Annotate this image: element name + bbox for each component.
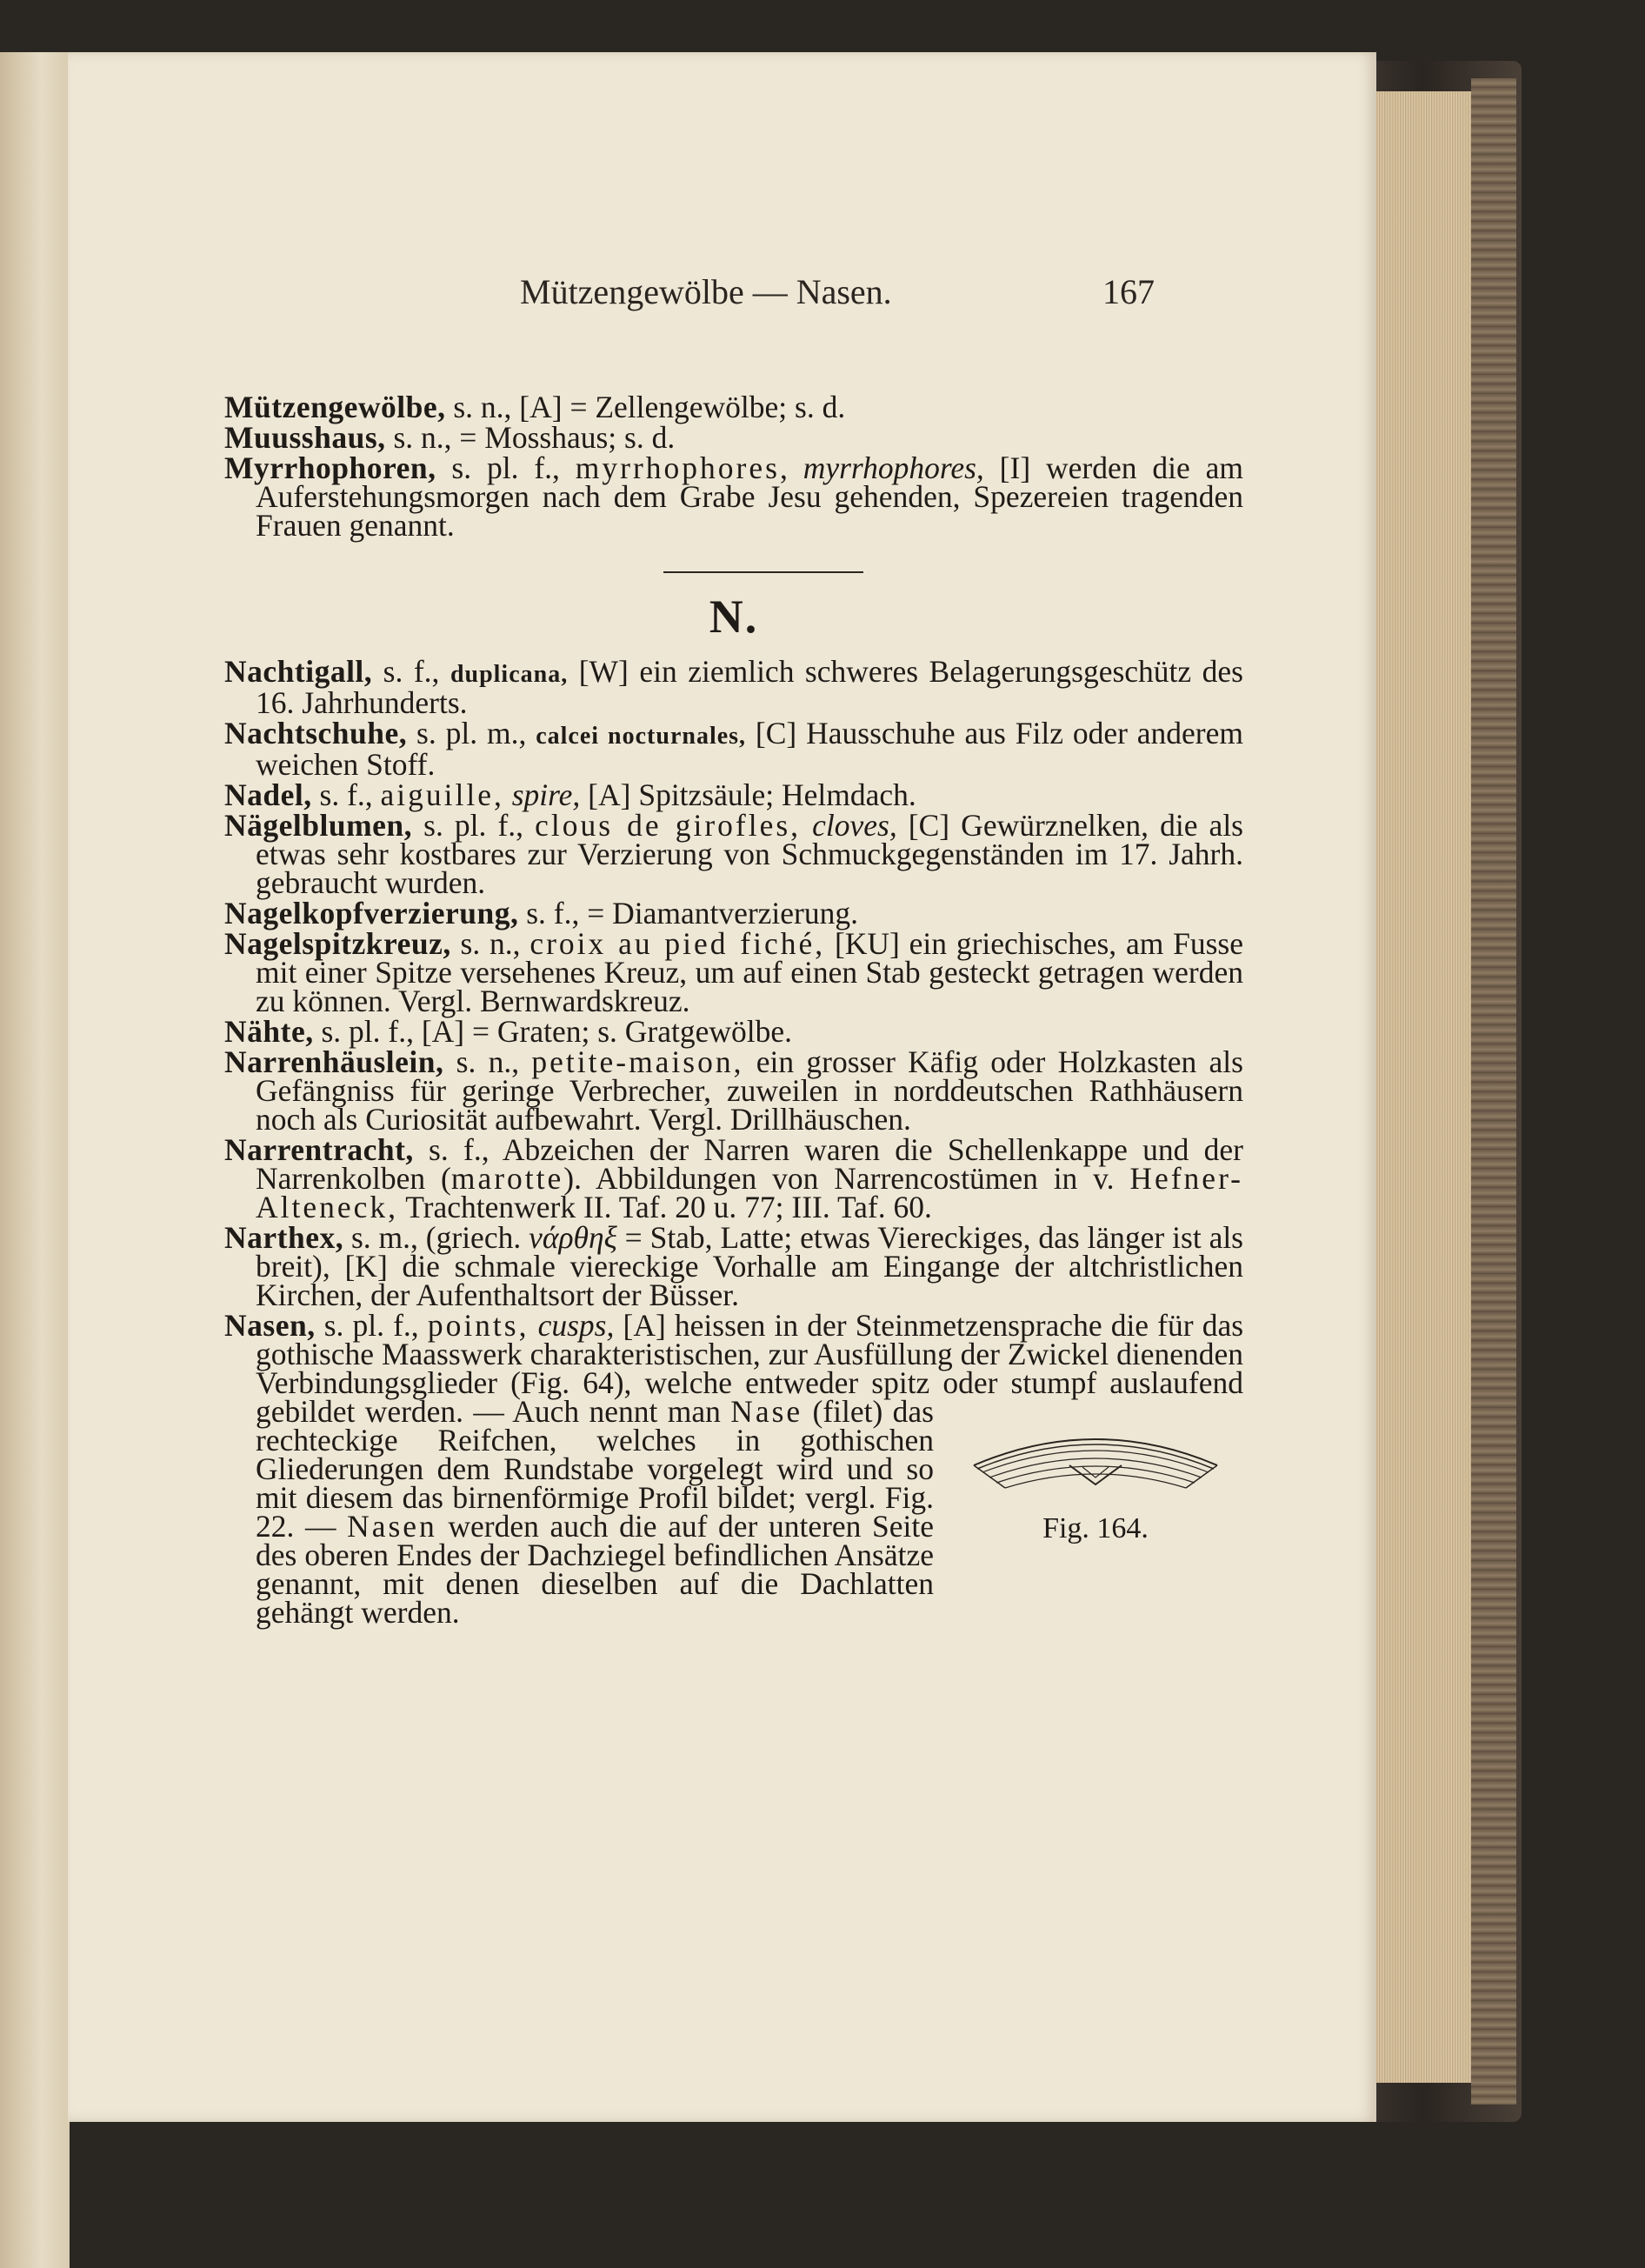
entry-headword: Nägelblumen, <box>224 808 413 843</box>
entry-text: s. f., Abzeichen der Narren waren die Schellenkappe und der Narrenkolben ( <box>256 1132 1243 1196</box>
entry-headword: Mützengewölbe, <box>224 390 446 424</box>
dictionary-entry <box>224 926 1243 1018</box>
entry-text: werden auch die auf der unteren Seite des oberen Endes der Dachziegel befindlichen Ansätze genannt, mit denen dieselben auf die Dachlatten gehängt werden. <box>256 1509 934 1630</box>
entry-headword: Narthex, <box>224 1220 344 1255</box>
entry-headword: Nasen, <box>224 1308 316 1343</box>
entry-english-term: cloves, <box>812 808 897 843</box>
dictionary-entry <box>224 1014 1243 1049</box>
entry-headword: Nachtigall, <box>224 654 373 689</box>
figure-164 <box>948 1404 1243 1578</box>
entry-headword: Nagelspitzkreuz, <box>224 926 451 961</box>
entry-latin-term: duplicana, <box>450 661 569 688</box>
entry-text: s. f., = Diamantverzierung. <box>518 896 859 931</box>
entry-text: [KU] ein griechisches, am Fusse mit einer Spitze versehenes Kreuz, um auf einen Stab gesteckt getragen werden zu können. Vergl. Bernwardskreuz. <box>256 926 1243 1018</box>
entry-headword: Nähte, <box>224 1014 314 1049</box>
page-body <box>224 390 1244 1630</box>
entry-text: (filet) das rechteckige Reifchen, welches in gothischen Gliederungen dem Rundstabe vorgelegt wird und so mit diesem das birnenförmige Profil bildet; vergl. Fig. 22. — <box>256 1394 934 1544</box>
entry-french-term: points, <box>427 1308 529 1343</box>
entry-text: s. pl. m., <box>407 716 536 750</box>
entry-text: [I] werden die am Auferstehungsmorgen nach dem Grabe Jesu gehenden, Spezereien tragenden Frauen genannt. <box>256 450 1244 543</box>
dictionary-entry <box>224 808 1243 900</box>
entry-text: s. m., (griech. <box>343 1220 529 1255</box>
dictionary-entry <box>224 420 1243 455</box>
dictionary-entry <box>224 1044 1243 1137</box>
entry-text: s. pl. f., <box>412 808 536 843</box>
entry-text: s. n., <box>450 926 530 961</box>
dictionary-entry <box>224 896 1243 931</box>
dictionary-entry <box>224 777 1243 812</box>
dictionary-entry <box>224 654 1243 720</box>
entry-text: [A] Spitzsäule; Helmdach. <box>580 777 916 812</box>
entry-author-name: Hefner-Alteneck, <box>256 1161 1243 1224</box>
entry-french-term: marotte <box>450 1161 564 1196</box>
entry-english-term: myrrhophores, <box>803 450 984 485</box>
entry-text: ). Abbildungen von Narrencostümen in v. <box>563 1161 1130 1196</box>
entry-text: s. n., [A] = Zellengewölbe; s. d. <box>445 390 846 424</box>
entry-text: = Stab, Latte; etwas Viereckiges, das länger ist als breit), [K] die schmale viereckige Vorhalle am Eingange der altchristlichen Kirchen, der Aufenthaltsort der Büsser. <box>256 1220 1244 1312</box>
cusp-profile-illustration <box>965 1404 1226 1509</box>
entry-french-term: myrrhophores <box>575 450 780 485</box>
entry-french-term: clous de girofles, <box>535 808 802 843</box>
entry-text: , <box>779 450 803 485</box>
entry-text: s. pl. f., <box>436 450 576 485</box>
entry-headword: Nadel, <box>224 777 312 812</box>
entry-term-nasen: Nasen <box>347 1509 437 1544</box>
entry-text: s. pl. f., [A] = Graten; s. Gratgewölbe. <box>313 1014 792 1049</box>
entry-english-term: spire, <box>511 777 581 812</box>
entry-headword: Myrrhophoren, <box>224 450 436 485</box>
entry-term-nase: Nase <box>730 1394 803 1429</box>
entry-headword: Muusshaus, <box>224 420 386 455</box>
entry-french-term: petite-maison, <box>531 1044 744 1079</box>
entry-text: s. f., <box>311 777 381 812</box>
entry-headword: Nagelkopfverzierung, <box>224 896 519 931</box>
entry-text: [A] heissen in der Steinmetzensprache die für das gothische Maasswerk charakteristischen, zur Ausfüllung der Zwickel dienenden Verbindungsglieder (Fig. 64), welche entweder spitz oder stumpf auslaufend gebildet werden. — Auch nennt man <box>256 1308 1244 1429</box>
entry-text: ein grosser Käfig oder Holzkasten als Gefängniss für geringe Verbrecher, zuweilen in norddeutschen Rathhäusern noch als Curiosität aufbewahrt. Vergl. Drillhäuschen. <box>256 1044 1243 1137</box>
entry-text: s. n., <box>443 1044 532 1079</box>
entry-text: s. f., <box>372 654 450 689</box>
running-head-title: Mützengewölbe — Nasen. <box>520 272 892 311</box>
entry-english-term: cusps, <box>537 1308 615 1343</box>
entry-text <box>504 777 512 812</box>
page-stack <box>1374 91 1471 2083</box>
entry-text: [W] ein ziemlich schweres Belagerungsgeschütz des 16. Jahrhunderts. <box>256 654 1243 720</box>
dictionary-entry <box>224 1220 1244 1312</box>
book-spine <box>1471 78 1516 2105</box>
entry-headword: Nachtschuhe, <box>224 716 408 750</box>
entry-text: [C] Hausschuhe aus Filz oder anderem weichen Stoff. <box>256 716 1243 782</box>
dictionary-entry <box>224 1132 1243 1224</box>
entry-text: s. pl. f., <box>315 1308 428 1343</box>
entry-headword: Narrenhäuslein, <box>224 1044 444 1079</box>
dictionary-entry <box>224 390 1243 424</box>
dictionary-entry <box>224 1308 1244 1630</box>
entry-headword: Narrentracht, <box>224 1132 414 1167</box>
entry-text: Trachtenwerk II. Taf. 20 u. 77; III. Taf. 60. <box>398 1190 932 1224</box>
entry-text: [C] Gewürznelken, die als etwas sehr kostbares zur Verzierung von Schmuckgegenständen im 17. Jahrh. gebraucht wurden. <box>256 808 1243 900</box>
page-number: 167 <box>1102 272 1155 311</box>
entry-french-term: aiguille, <box>380 777 504 812</box>
dictionary-entry <box>224 716 1243 782</box>
entry-greek-term: νάρθηξ <box>529 1220 617 1255</box>
section-divider <box>663 571 863 573</box>
entry-latin-term: calcei nocturnales, <box>536 723 747 750</box>
book-page <box>68 52 1376 2122</box>
left-page-edge <box>0 52 70 2268</box>
dictionary-entry <box>224 450 1244 543</box>
section-letter: N. <box>709 590 759 643</box>
entry-text: s. n., = Mosshaus; s. d. <box>385 420 676 455</box>
figure-caption: Fig. 164. <box>1042 1512 1149 1544</box>
entry-french-term: croix au pied fiché, <box>529 926 826 961</box>
